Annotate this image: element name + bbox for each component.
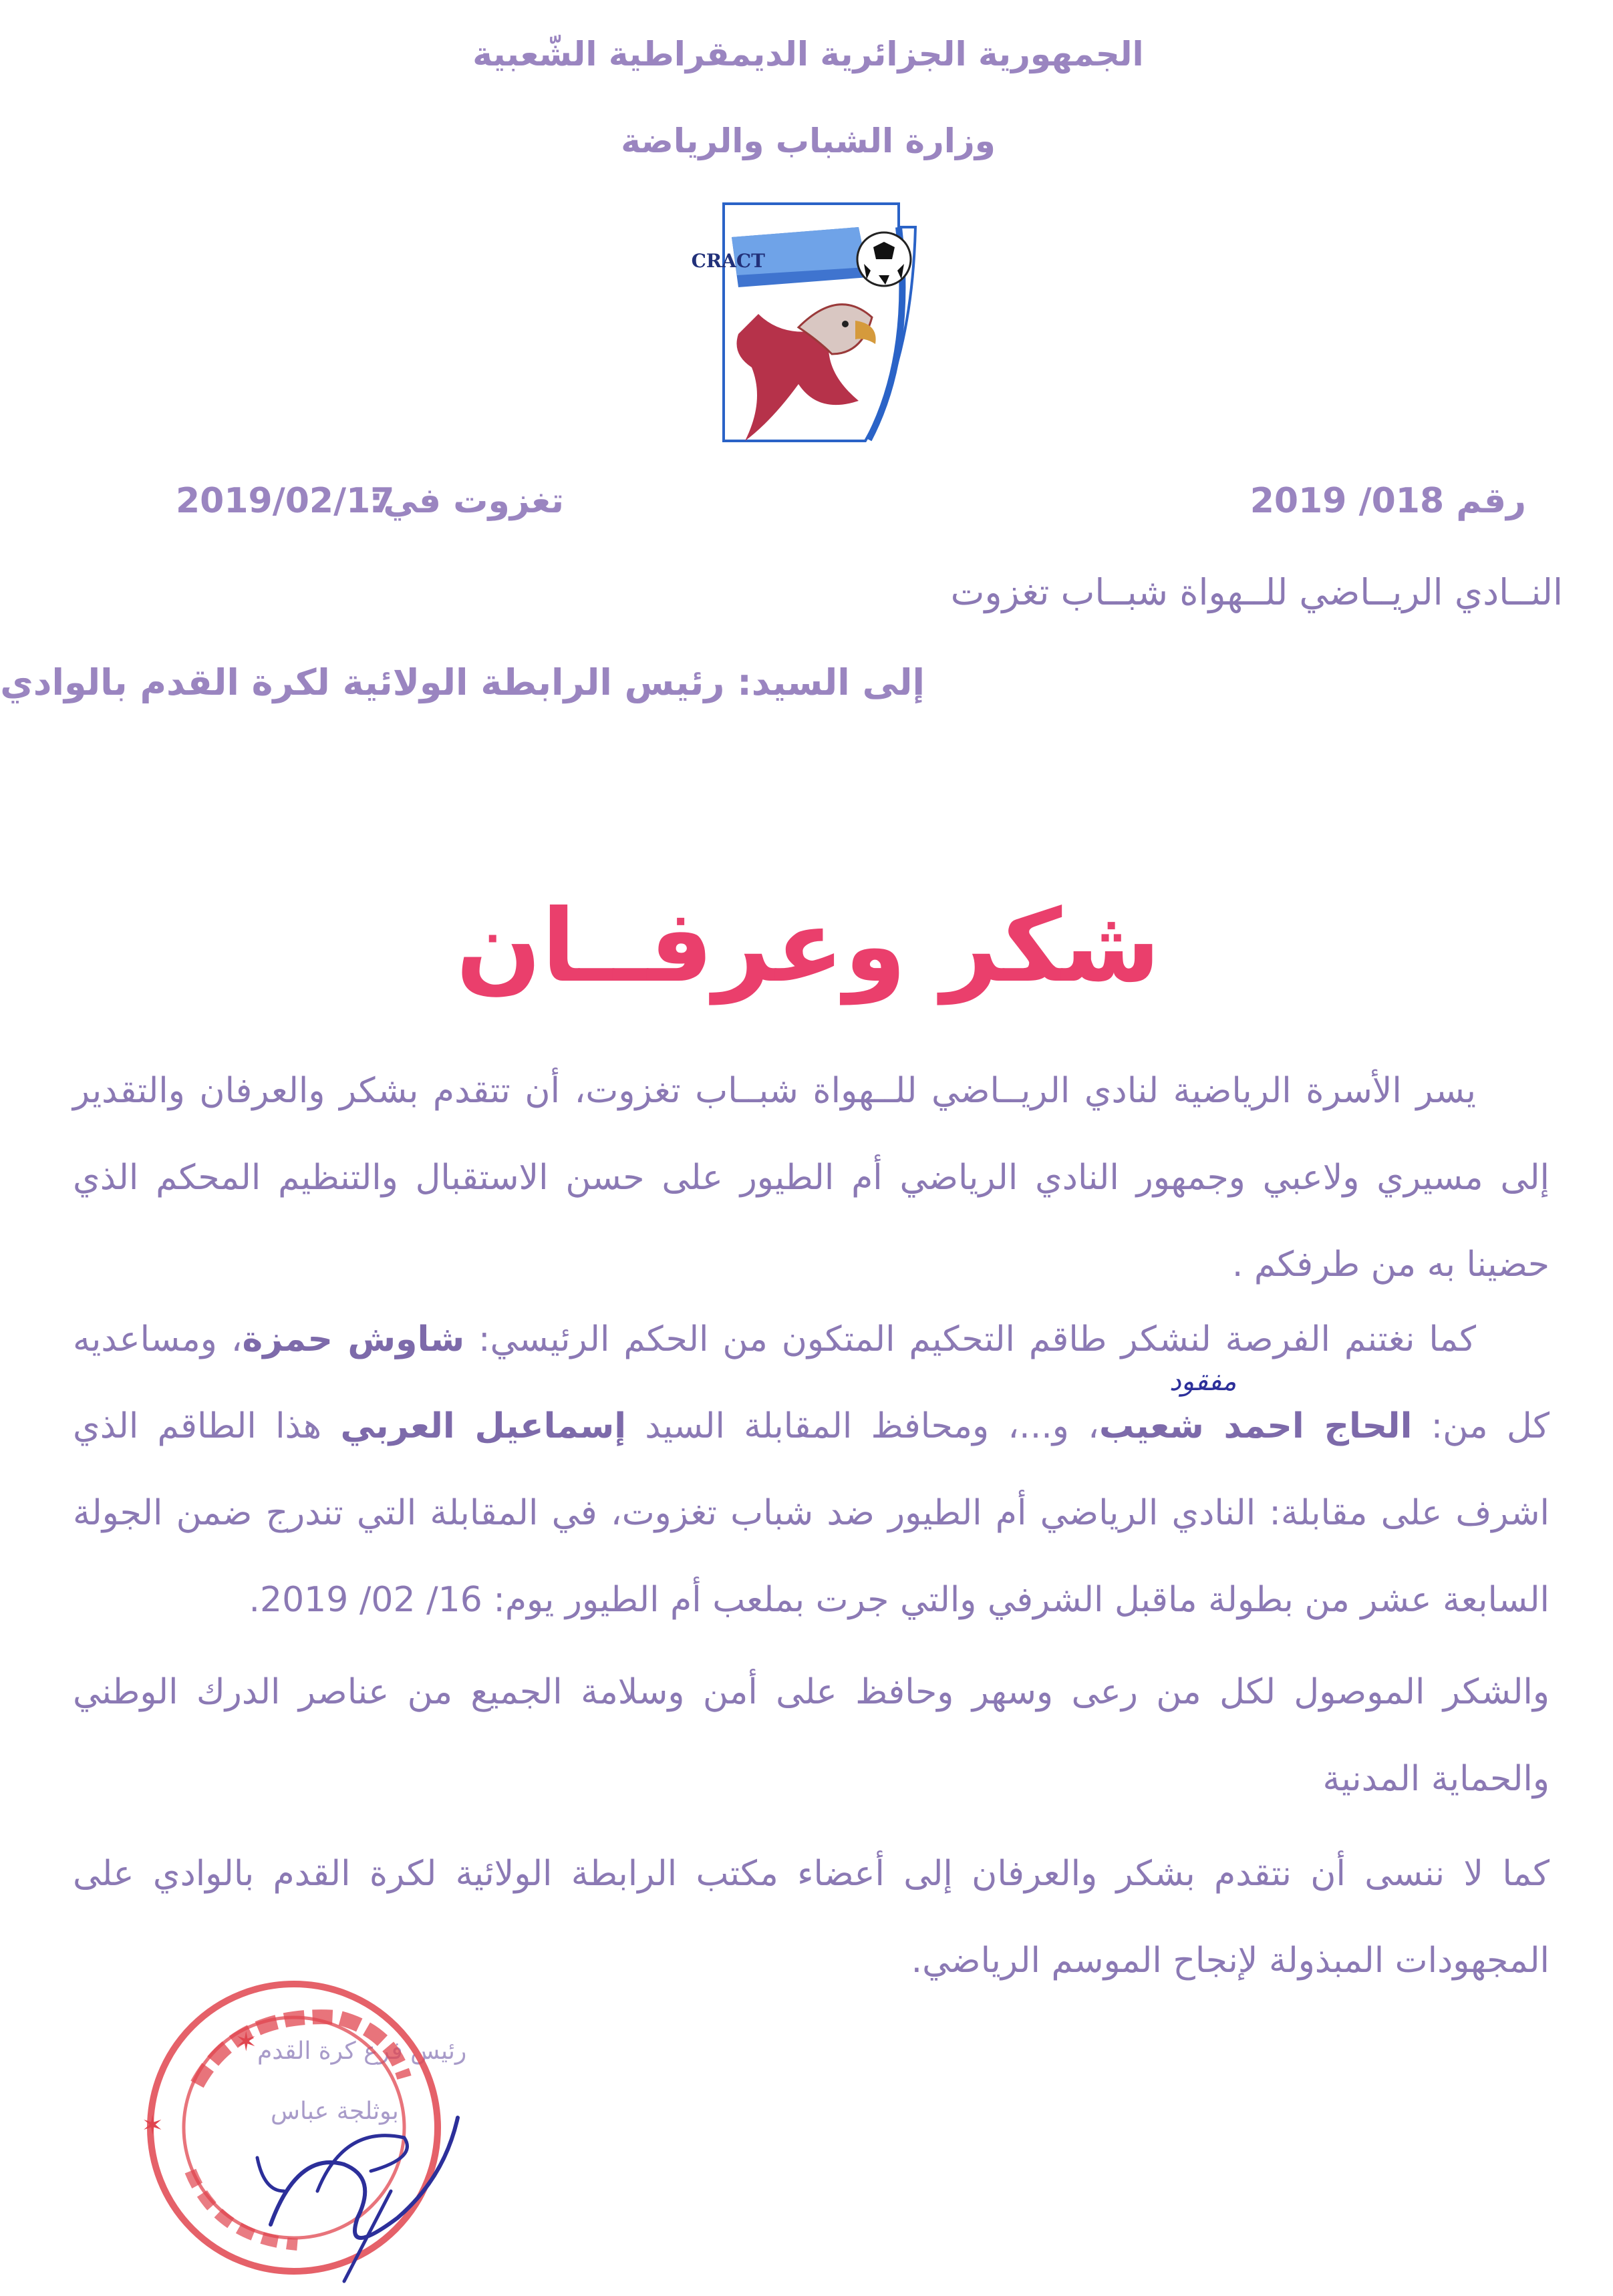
paragraph-1-text: يسر الأسرة الرياضية لنادي الريــاضي للــهواة شبــاب تغزوت، أن تتقدم بشكر والعرفان والتقدير إلى مسيري ولاعبي وجمهور النادي الرياضي أم الطيور على حسن الاستقبال والتنظيم المحكم الذي حضينا به من طرفكم . [73, 1071, 1550, 1285]
logo-text: CRACT [691, 250, 765, 272]
paragraph-2-mid2: ، و...، ومحافظ المقابلة السيد [626, 1406, 1099, 1446]
paragraph-2-rest: هذا الطاقم الذي اشرف على مقابلة: النادي الرياضي أم الطيور ضد شباب تغزوت، في المقابلة التي تندرج ضمن الجولة السابعة عشر من بطولة ماقبل الشرفي والتي جرت بملعب أم الطيور يوم: 16/ 02/ 2019. [73, 1406, 1550, 1620]
signature-scribble [244, 2058, 484, 2285]
club-name: النــادي الريــاضي للــهواة شبــاب تغزوت [950, 571, 1563, 613]
match-commissioner-name: إسماعيل العربي [340, 1406, 627, 1446]
signatory-name: بوثلجة عباس [271, 2098, 399, 2125]
body-paragraph-1 [73, 1047, 1550, 1308]
assistant-referee-name: الحاج احمد شعيب [1098, 1406, 1413, 1446]
handwritten-signature [244, 2058, 484, 2285]
main-referee-name: شاوش حمزة [242, 1319, 465, 1359]
stamp-star-left: ✶ [141, 2110, 164, 2141]
paragraph-2-mid1: ، ومساعديه كل من: [73, 1319, 1550, 1446]
letter-date: 2019/02/17 [176, 481, 395, 521]
paragraph-3-text: والشكر الموصول لكل من رعى وسهر وحافظ على أمن وسلامة الجميع من عناصر الدرك الوطني والحماية المدنية [73, 1672, 1550, 1799]
reference-number: رقم 018/ 2019 [1250, 481, 1526, 521]
republic-heading: الجمهورية الجزائرية الديمقراطية الشّعبية [472, 35, 1144, 73]
letter-title: شكر وعرفــان [456, 888, 1161, 1005]
signatory-role: رئيس فرع كرة القدم [257, 2037, 467, 2065]
date-label: تغزوت في: [369, 481, 564, 521]
stamp-star-top: ✶ [235, 2027, 257, 2058]
club-logo [691, 200, 925, 448]
body-paragraph-2 [73, 1296, 1550, 1643]
paragraph-2-intro: كما نغتنم الفرصة لنشكر طاقم التحكيم المتكون من الحكم الرئيسي: [464, 1319, 1476, 1359]
ministry-heading: وزارة الشباب والرياضة [621, 122, 996, 160]
paragraph-4-text: كما لا ننسى أن نتقدم بشكر والعرفان إلى أعضاء مكتب الرابطة الولائية لكرة القدم بالوادي على المجهودات المبذولة لإنجاح الموسم الرياضي. [73, 1854, 1550, 1981]
recipient-line: إلى السيد: رئيس الرابطة الولائية لكرة القدم بالوادي [0, 661, 925, 703]
handwritten-note: مفقود [1169, 1366, 1237, 1397]
club-logo-graphic [691, 200, 925, 448]
body-paragraph-3 [73, 1649, 1550, 1822]
